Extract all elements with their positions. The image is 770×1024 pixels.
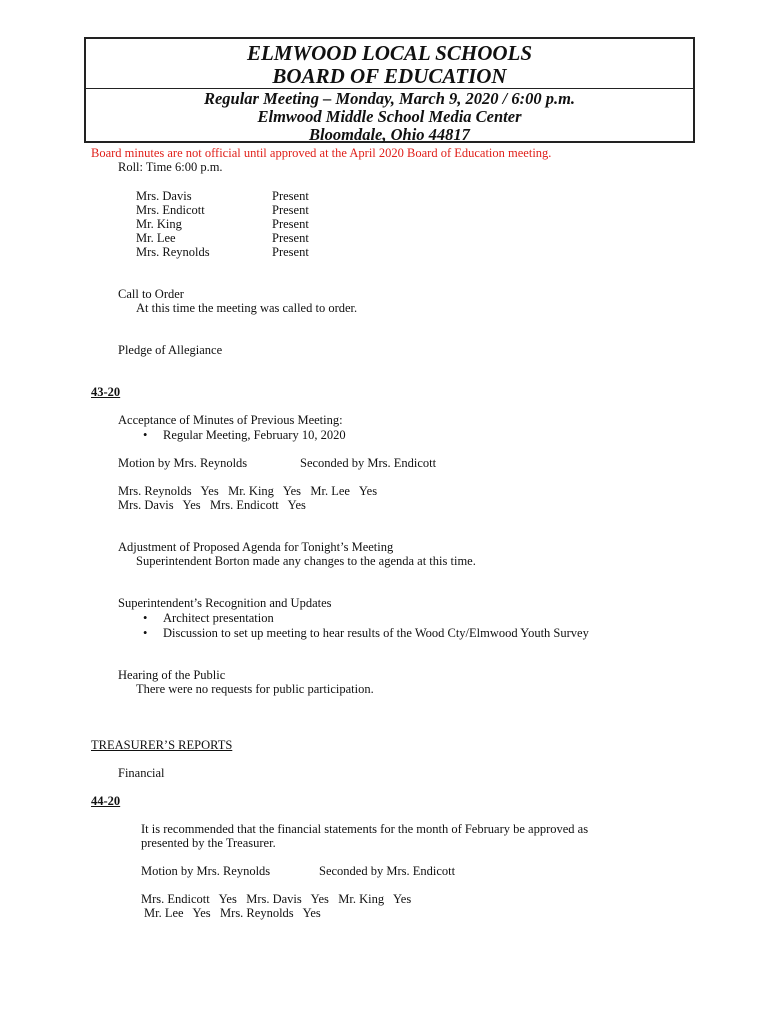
- superintendent-title: Superintendent’s Recognition and Updates: [118, 596, 332, 610]
- call-to-order-title: Call to Order: [118, 287, 184, 301]
- roll-status: Present: [272, 245, 309, 259]
- resolution-number: 43-20: [91, 385, 121, 399]
- public-text: There were no requests for public participation.: [136, 682, 374, 696]
- roll-name: Mr. King: [136, 217, 182, 231]
- superintendent-bullet: • Discussion to set up meeting to hear results of the Wood Cty/Elmwood Youth Survey: [163, 626, 589, 640]
- seconded-text: Seconded by Mrs. Endicott: [319, 864, 456, 878]
- org-title: ELMWOOD LOCAL SCHOOLS: [246, 41, 533, 65]
- roll-status: Present: [272, 217, 309, 231]
- resolution-number: 44-20: [91, 794, 121, 808]
- pledge-title: Pledge of Allegiance: [118, 343, 223, 357]
- agenda-text: Superintendent Borton made any changes to the agenda at this time.: [136, 554, 476, 568]
- superintendent-bullet: • Architect presentation: [163, 611, 274, 625]
- roll-name: Mrs. Endicott: [136, 203, 205, 217]
- roll-name: Mr. Lee: [136, 231, 176, 245]
- call-to-order-text: At this time the meeting was called to order.: [136, 301, 358, 315]
- meeting-line: Regular Meeting – Monday, March 9, 2020 / 6:00 p.m.: [203, 89, 576, 108]
- recommendation-text: It is recommended that the financial statements for the month of February be approved as: [141, 822, 589, 836]
- roll-name: Mrs. Reynolds: [136, 245, 210, 259]
- financial-subheading: Financial: [118, 766, 165, 780]
- vote-line: Mrs. Davis Yes Mrs. Endicott Yes: [118, 498, 306, 512]
- vote-line: Mr. Lee Yes Mrs. Reynolds Yes: [144, 906, 321, 920]
- roll-name: Mrs. Davis: [136, 189, 192, 203]
- treasurer-heading: TREASURER’S REPORTS: [91, 738, 233, 752]
- notice-text: Board minutes are not official until approved at the April 2020 Board of Education meeting.: [91, 146, 552, 160]
- agenda-title: Adjustment of Proposed Agenda for Tonight’s Meeting: [118, 540, 394, 554]
- vote-line: Mrs. Reynolds Yes Mr. King Yes Mr. Lee Yes: [118, 484, 378, 498]
- seconded-text: Seconded by Mrs. Endicott: [300, 456, 437, 470]
- minutes-bullet: • Regular Meeting, February 10, 2020: [163, 428, 346, 442]
- roll-status: Present: [272, 231, 309, 245]
- minutes-title: Acceptance of Minutes of Previous Meeting:: [118, 413, 343, 427]
- vote-line: Mrs. Endicott Yes Mrs. Davis Yes Mr. King Yes: [141, 892, 412, 906]
- board-title: BOARD OF EDUCATION: [272, 64, 507, 88]
- roll-heading: Roll: Time 6:00 p.m.: [118, 160, 223, 174]
- public-title: Hearing of the Public: [118, 668, 226, 682]
- recommendation-text: presented by the Treasurer.: [141, 836, 276, 850]
- motion-text: Motion by Mrs. Reynolds: [118, 456, 248, 470]
- roll-status: Present: [272, 189, 309, 203]
- city-line: Bloomdale, Ohio 44817: [309, 125, 470, 144]
- motion-text: Motion by Mrs. Reynolds: [141, 864, 271, 878]
- roll-status: Present: [272, 203, 309, 217]
- location-line: Elmwood Middle School Media Center: [257, 107, 522, 126]
- header-box: [84, 37, 695, 143]
